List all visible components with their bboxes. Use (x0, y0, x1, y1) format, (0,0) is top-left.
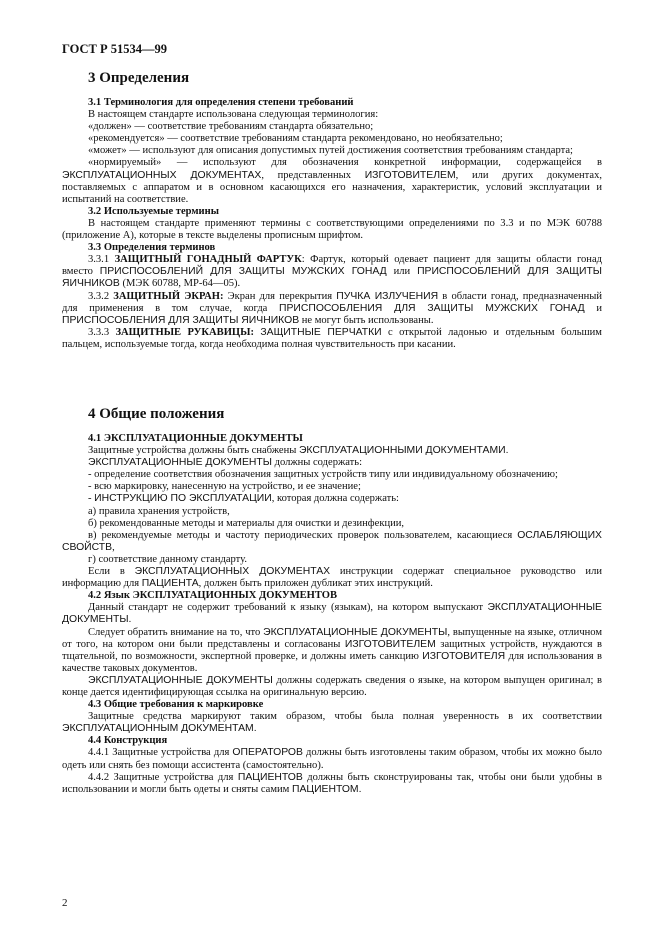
para: 4.4.1 Защитные устройства для ОПЕРАТОРОВ должны быть изготовлены таким образом, чтобы их можно было одеть или снять без помощи ассистента (самостоятельно). (62, 747, 602, 771)
para: Следует обратить внимание на то, что ЭКСПЛУАТАЦИОННЫЕ ДОКУМЕНТЫ, выпущенные на языке, отличном от того, на котором они были представлены и согласованы ИЗГОТОВИТЕЛЕМ защитных устройств, нуждаются в тщательной, по возможности, экспертной проверке, и должны иметь санкцию ИЗГОТОВИТЕЛЯ для использования в качестве таковых документов. (62, 626, 603, 674)
subsection-4-1-title: 4.1 ЭКСПЛУАТАЦИОННЫЕ ДОКУМЕНТЫ (88, 433, 303, 444)
para: «должен» — соответствие требованиям стандарта обязательно; (88, 121, 374, 133)
subsection-4-2-title: 4.2 Язык ЭКСПЛУАТАЦИОННЫХ ДОКУМЕНТОВ (88, 590, 337, 602)
subsection-3-3-title: 3.3 Определения терминов (88, 242, 216, 254)
para: «нормируемый» — используют для обозначения конкретной информации, содержащейся в ЭКСПЛУАТАЦИОННЫХ ДОКУМЕНТАХ, представленных ИЗГОТОВИТЕЛЕМ, или других документах, поставляемых с аппаратом и в основном касающихся его назначения, характеристик, условий эксплуатации и испытаний на соответствие. (62, 157, 602, 205)
para: 4.4.2 Защитные устройства для ПАЦИЕНТОВ должны быть сконструированы так, чтобы они были удобны в использовании и могли быть одеты и сняты самим ПАЦИЕНТОМ. (62, 771, 602, 795)
definition-3-3-3: 3.3.3 ЗАЩИТНЫЕ РУКАВИЦЫ: ЗАЩИТНЫЕ ПЕРЧАТКИ с открытой ладонью и отдельным большим пальцем, используемые тогда, когда необходима полная чувствительность при касании. (62, 326, 602, 350)
subsection-4-3-title: 4.3 Общие требования к маркировке (88, 699, 264, 711)
section-3-title: 3 Определения (88, 70, 190, 86)
section-4-title: 4 Общие положения (88, 406, 225, 422)
para: В настоящем стандарте применяют термины с соответствующими определениями по 3.3 и по МЭК 60788 (приложение А), которые в тексте выделены прописным шрифтом. (62, 217, 602, 242)
para: Данный стандарт не содержит требований к языку (языкам), на котором выпускают ЭКСПЛУАТАЦИОННЫЕ ДОКУМЕНТЫ. (62, 602, 602, 626)
list-item: в) рекомендуемые методы и частоту периодических проверок пользователем, касающиеся ОСЛАБЛЯЮЩИХ СВОЙСТВ, (62, 529, 602, 553)
subsection-3-1-title: 3.1 Терминология для определения степени требований (88, 97, 354, 108)
para: Защитные устройства должны быть снабжены ЭКСПЛУАТАЦИОННЫМИ ДОКУМЕНТАМИ. (88, 445, 509, 457)
definition-3-3-2: 3.3.2 ЗАЩИТНЫЙ ЭКРАН: Экран для перекрытия ПУЧКА ИЗЛУЧЕНИЯ в области гонад, предназначенный для применения в том случае, когда ПРИСПОСОБЛЕНИЯ ДЛЯ ЗАЩИТЫ МУЖСКИХ ГОНАД и ПРИСПОСОБЛЕНИЯ ДЛЯ ЗАЩИТЫ ЯИЧНИКОВ не могут быть использованы. (62, 290, 602, 326)
list-item: - определение соответствия обозначения защитных устройств типу или индивидуальному обозначению; (88, 469, 558, 481)
para: ЭКСПЛУАТАЦИОННЫЕ ДОКУМЕНТЫ должны содержать сведения о языке, на котором выпущен оригинал; в конце дается идентифицирующая ссылка на оригинальную версию. (62, 674, 602, 698)
definition-3-3-1: 3.3.1 ЗАЩИТНЫЙ ГОНАДНЫЙ ФАРТУК: Фартук, который одевает пациент для защиты области гонад вместо ПРИСПОСОБЛЕНИЙ ДЛЯ ЗАЩИТЫ МУЖСКИХ ГОНАД или ПРИСПОСОБЛЕНИЙ ДЛЯ ЗАЩИТЫ ЯИЧНИКОВ (МЭК 60788, МР-64—05). (62, 254, 602, 290)
list-item: - ИНСТРУКЦИЮ ПО ЭКСПЛУАТАЦИИ, которая должна содержать: (88, 493, 399, 505)
list-item: б) рекомендованные методы и материалы для очистки и дезинфекции, (88, 517, 405, 529)
para: Если в ЭКСПЛУАТАЦИОННЫХ ДОКУМЕНТАХ инструкции содержат специальное руководство или информацию для ПАЦИЕНТА, должен быть приложен дубликат этих инструкций. (62, 566, 602, 590)
list-item: - всю маркировку, нанесенную на устройство, и ее значение; (88, 481, 361, 493)
section-4-body (62, 433, 602, 796)
para: В настоящем стандарте использована следующая терминология: (88, 109, 379, 121)
para: «рекомендуется» — соответствие требованиям стандарта рекомендовано, но необязательно; (88, 133, 503, 145)
subsection-3-2-title: 3.2 Используемые термины (88, 205, 219, 217)
list-item: а) правила хранения устройств, (88, 505, 230, 517)
subsection-4-4-title: 4.4 Конструкция (88, 735, 168, 747)
para: Защитные средства маркируют таким образом, чтобы была полная уверенность в их соответствии ЭКСПЛУАТАЦИОННЫМ ДОКУМЕНТАМ. (62, 711, 602, 735)
para: ЭКСПЛУАТАЦИОННЫЕ ДОКУМЕНТЫ должны содержать: (88, 457, 363, 469)
section-3-body (62, 97, 602, 351)
para: «может» — используют для описания допустимых путей достижения соответствия требованиям стандарта; (88, 145, 573, 157)
list-item: г) соответствие данному стандарту. (88, 553, 247, 565)
standard-id: ГОСТ Р 51534—99 (62, 42, 168, 56)
page-number: 2 (62, 897, 68, 909)
